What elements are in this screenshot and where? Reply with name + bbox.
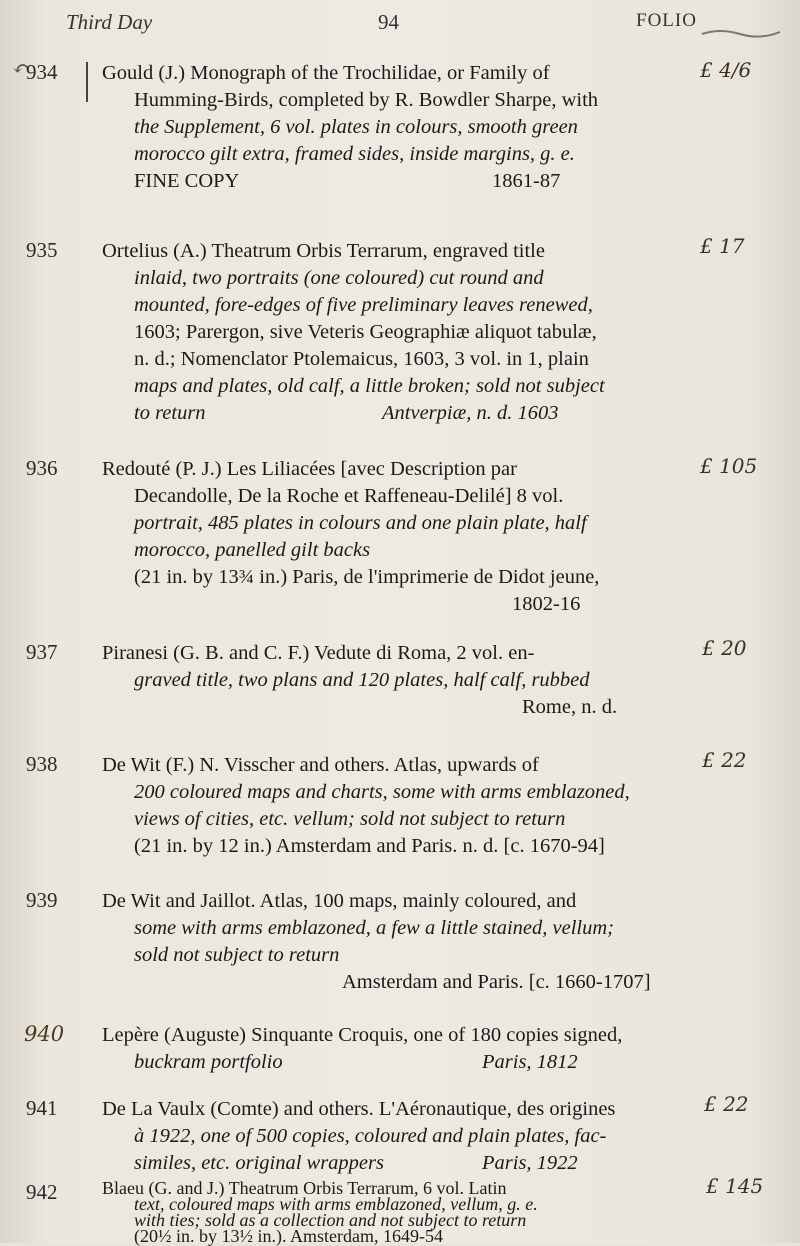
lot-description — [102, 1022, 712, 1076]
lot-description — [102, 60, 712, 195]
lot-line: views of cities, etc. vellum; sold not subject to return — [134, 808, 566, 830]
lot-line: portrait, 485 plates in colours and one plain plate, half — [134, 512, 587, 534]
lot-line: (21 in. by 13¾ in.) Paris, de l'imprimerie de Didot jeune, — [134, 566, 600, 588]
lot-line: De Wit and Jaillot. Atlas, 100 maps, mainly coloured, and — [102, 890, 577, 912]
lot-date: 1861-87 — [492, 170, 561, 192]
lot-line: Lepère (Auguste) Sinquante Croquis, one of 180 copies signed, — [102, 1024, 623, 1046]
lot-line: Decandolle, De la Roche et Raffeneau-Delilé] 8 vol. — [134, 485, 564, 507]
lot-line: the Supplement, 6 vol. plates in colours, smooth green — [134, 116, 578, 138]
lot-line: (21 in. by 12 in.) Amsterdam and Paris. n. d. [c. 1670-94] — [134, 835, 605, 857]
lot-line — [102, 1150, 712, 1177]
lot-date: Paris, 1812 — [482, 1051, 578, 1073]
lot-description — [102, 752, 712, 860]
margin-bracket-icon: ↶ — [12, 56, 31, 81]
lot-date: Paris, 1922 — [482, 1152, 578, 1174]
lot-number: 937 — [26, 640, 58, 664]
lot-line: graved title, two plans and 120 plates, half calf, rubbed — [134, 669, 590, 691]
lot-description — [102, 888, 712, 996]
lot-number: 940 — [24, 1022, 65, 1046]
lot-line: De Wit (F.) N. Visscher and others. Atlas, upwards of — [102, 754, 539, 776]
lot-line: inlaid, two portraits (one coloured) cut round and — [134, 267, 544, 289]
lot-line: Redouté (P. J.) Les Liliacées [avec Description par — [102, 458, 517, 480]
lot-line: some with arms emblazoned, a few a little stained, vellum; — [134, 917, 614, 939]
lot-description — [102, 238, 712, 427]
price-annotation: £ 17 — [700, 234, 745, 258]
lot-line — [102, 168, 712, 195]
header-page-number: 94 — [378, 10, 399, 34]
header-folio: FOLIO — [636, 10, 697, 31]
lot-description — [102, 456, 712, 618]
lot-date: 1802-16 — [512, 593, 581, 615]
lot-number: 938 — [26, 752, 58, 776]
lot-date: Rome, n. d. — [522, 696, 618, 718]
lot-number: 941 — [26, 1096, 58, 1120]
lot-line: 200 coloured maps and charts, some with arms emblazoned, — [134, 781, 630, 803]
lot-line — [102, 1049, 712, 1076]
price-annotation: £ 20 — [702, 636, 747, 660]
price-annotation: £ 4/6 — [700, 58, 752, 82]
lot-description — [102, 640, 712, 721]
lot-line: with ties; sold as a collection and not subject to return — [134, 1210, 527, 1230]
lot-line: (20½ in. by 13½ in.). Amsterdam, 1649-54 — [134, 1226, 443, 1246]
lot-date: Amsterdam and Paris. [c. 1660-1707] — [342, 971, 651, 993]
lot-line: Piranesi (G. B. and C. F.) Vedute di Roma, 2 vol. en- — [102, 642, 535, 664]
margin-rule — [86, 62, 88, 102]
lot-line-text: to return — [134, 402, 206, 424]
lot-number: 934 — [26, 60, 58, 84]
page-header — [0, 6, 800, 40]
lot-line: morocco gilt extra, framed sides, inside margins, g. e. — [134, 143, 575, 165]
lot-line: sold not subject to return — [134, 944, 340, 966]
lot-line: n. d.; Nomenclator Ptolemaicus, 1603, 3 vol. in 1, plain — [134, 348, 589, 370]
price-annotation: £ 105 — [700, 454, 758, 478]
pencil-scribble-icon — [700, 26, 790, 40]
lot-line: morocco, panelled gilt backs — [134, 539, 371, 561]
lot-description — [102, 1096, 712, 1177]
lot-number: 936 — [26, 456, 58, 480]
lot-line: à 1922, one of 500 copies, coloured and plain plates, fac- — [134, 1125, 607, 1147]
lot-number: 939 — [26, 888, 58, 912]
lot-line: mounted, fore-edges of five preliminary leaves renewed, — [134, 294, 593, 316]
lot-description — [102, 1180, 712, 1244]
lot-line: Ortelius (A.) Theatrum Orbis Terrarum, engraved title — [102, 240, 545, 262]
lot-condition: FINE COPY — [134, 170, 240, 192]
lot-line: Blaeu (G. and J.) Theatrum Orbis Terrarum, 6 vol. Latin — [102, 1178, 507, 1198]
price-annotation: £ 22 — [704, 1092, 749, 1116]
price-annotation: £ 145 — [706, 1174, 764, 1198]
lot-line: Humming-Birds, completed by R. Bowdler Sharpe, with — [134, 89, 599, 111]
lot-line — [102, 400, 712, 427]
lot-number: 935 — [26, 238, 58, 262]
lot-line-text: buckram portfolio — [134, 1051, 283, 1073]
lot-line: 1603; Parergon, sive Veteris Geographiæ aliquot tabulæ, — [134, 321, 597, 343]
lot-line: Gould (J.) Monograph of the Trochilidae, or Family of — [102, 62, 550, 84]
lot-line-text: similes, etc. original wrappers — [134, 1152, 384, 1174]
price-annotation: £ 22 — [702, 748, 747, 772]
lot-date: Antverpiæ, n. d. 1603 — [382, 402, 559, 424]
lot-line: De La Vaulx (Comte) and others. L'Aéronautique, des origines — [102, 1098, 616, 1120]
lot-number: 942 — [26, 1180, 58, 1204]
header-day: Third Day — [66, 10, 153, 34]
lot-line: maps and plates, old calf, a little broken; sold not subject — [134, 375, 605, 397]
lot-line: text, coloured maps with arms emblazoned, vellum, g. e. — [134, 1194, 538, 1214]
